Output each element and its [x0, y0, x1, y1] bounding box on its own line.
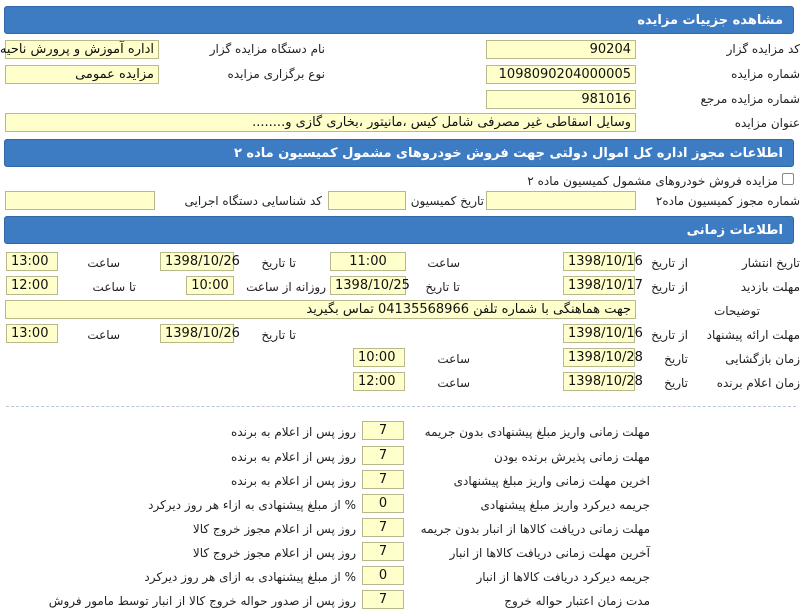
separator — [6, 406, 796, 407]
term-value[interactable]: 7 — [362, 470, 404, 489]
pub-from-date-field[interactable]: 1398/10/16 — [563, 252, 635, 271]
pub-time2-field[interactable]: 13:00 — [6, 252, 58, 271]
commission-no-field[interactable] — [486, 191, 636, 210]
commission-no-label: شماره مجوز کمیسیون ماده۲ — [655, 194, 800, 208]
code-field[interactable]: 90204 — [486, 40, 636, 59]
offer-from-date-label: از تاریخ — [651, 328, 688, 342]
term-value[interactable]: 7 — [362, 421, 404, 440]
term-unit: روز پس از صدور حواله خروج کالا از انبار توسط مامور فروش — [48, 594, 356, 608]
winner-time-label: ساعت — [437, 376, 470, 390]
term-value[interactable]: 0 — [362, 494, 404, 513]
visit-daily-from-label: روزانه از ساعت — [246, 280, 326, 294]
section-title-time: اطلاعات زمانی — [686, 222, 783, 238]
offer-to-date-label: تا تاریخ — [261, 328, 296, 342]
winner-date-field[interactable]: 1398/10/28 — [563, 372, 635, 391]
type-label: نوع برگزاری مزایده — [227, 67, 325, 81]
term-value[interactable]: 7 — [362, 446, 404, 465]
open-date-label: تاریخ — [664, 352, 688, 366]
term-value[interactable]: 7 — [362, 542, 404, 561]
ref-field[interactable]: 981016 — [486, 90, 636, 109]
title-field[interactable]: وسایل اسقاطی غیر مصرفی شامل کیس ،مانیتور ،بخاری گازی و........ — [5, 113, 636, 132]
term-unit: % از مبلغ پیشنهادی به ازاء هر روز دیرکرد — [148, 498, 356, 512]
desc-label: توضیحات — [713, 304, 760, 318]
section-title-permit: اطلاعات مجوز اداره کل اموال دولتی جهت فروش خودروهای مشمول کمیسیون ماده ۲ — [233, 145, 783, 161]
term-value[interactable]: 7 — [362, 518, 404, 537]
vehicle-auction-checkbox[interactable] — [782, 173, 794, 185]
visit-to-date-field[interactable]: 1398/10/25 — [330, 276, 406, 295]
visit-from-date-field[interactable]: 1398/10/17 — [563, 276, 635, 295]
pub-to-date-field[interactable]: 1398/10/26 — [160, 252, 234, 271]
visit-daily-to-field[interactable]: 12:00 — [6, 276, 58, 295]
term-unit: روز پس از اعلام مجوز خروج کالا — [192, 522, 356, 536]
title-label: عنوان مزایده — [734, 116, 800, 130]
pub-time-field[interactable]: 11:00 — [330, 252, 406, 271]
open-time-field[interactable]: 10:00 — [353, 348, 405, 367]
term-label: مهلت زمانی دریافت کالاها از انبار بدون جریمه — [420, 522, 650, 536]
desc-field[interactable]: جهت هماهنگی با شماره تلفن 04135568966 تماس بگیرید — [5, 300, 636, 319]
term-label: مهلت زمانی پذیرش برنده بودن — [493, 450, 650, 464]
pub-time2-label: ساعت — [87, 256, 120, 270]
pub-from-date-label: از تاریخ — [651, 256, 688, 270]
pub-time-label: ساعت — [427, 256, 460, 270]
winner-time-field[interactable]: 12:00 — [353, 372, 405, 391]
offer-time-label: ساعت — [87, 328, 120, 342]
visit-daily-from-field[interactable]: 10:00 — [186, 276, 234, 295]
pub-to-date-label: تا تاریخ — [261, 256, 296, 270]
term-unit: روز پس از اعلام به برنده — [231, 474, 356, 488]
org-label: نام دستگاه مزایده گزار — [209, 42, 325, 56]
visit-from-date-label: از تاریخ — [651, 280, 688, 294]
offer-time-field[interactable]: 13:00 — [6, 324, 58, 343]
section-title-details: مشاهده جزییات مزایده — [637, 12, 783, 28]
term-unit: روز پس از اعلام مجوز خروج کالا — [192, 546, 356, 560]
section-header-permit — [4, 139, 794, 167]
winner-label: زمان اعلام برنده — [716, 376, 800, 390]
visit-to-date-label: تا تاریخ — [425, 280, 460, 294]
term-label: مدت زمان اعتبار حواله خروج — [504, 594, 650, 608]
offer-label: مهلت ارائه پیشنهاد — [706, 328, 800, 342]
term-value[interactable]: 7 — [362, 590, 404, 609]
term-label: جریمه دیرکرد دریافت کالاها از انبار — [476, 570, 650, 584]
number-field[interactable]: 1098090204000005 — [486, 65, 636, 84]
ref-label: شماره مزایده مرجع — [700, 92, 800, 106]
pub-label: تاریخ انتشار — [741, 256, 800, 270]
term-label: جریمه دیرکرد واریز مبلغ پیشنهادی — [480, 498, 650, 512]
open-time-label: ساعت — [437, 352, 470, 366]
offer-from-date-field[interactable]: 1398/10/16 — [563, 324, 635, 343]
exec-id-label: کد شناسایی دستگاه اجرایی — [184, 194, 322, 208]
term-unit: % از مبلغ پیشنهادی به ازای هر روز دیرکرد — [144, 570, 356, 584]
term-label: مهلت زمانی واریز مبلغ پیشنهادی بدون جریمه — [424, 425, 650, 439]
section-header-time — [4, 216, 794, 244]
term-label: اخرین مهلت زمانی واریز مبلغ پیشنهادی — [453, 474, 650, 488]
org-field[interactable]: اداره آموزش و پرورش ناحیه — [5, 40, 159, 59]
open-date-field[interactable]: 1398/10/28 — [563, 348, 635, 367]
commission-date-label: تاریخ کمیسیون — [410, 194, 484, 208]
type-field[interactable]: مزایده عمومی — [5, 65, 159, 84]
number-label: شماره مزایده — [731, 67, 800, 81]
offer-to-date-field[interactable]: 1398/10/26 — [160, 324, 234, 343]
term-unit: روز پس از اعلام به برنده — [231, 425, 356, 439]
section-header-details — [4, 6, 794, 34]
term-unit: روز پس از اعلام به برنده — [231, 450, 356, 464]
code-label: کد مزایده گزار — [726, 42, 800, 56]
commission-date-field[interactable] — [328, 191, 406, 210]
vehicle-auction-label: مزایده فروش خودروهای مشمول کمیسیون ماده ۲ — [527, 174, 778, 188]
open-label: زمان بازگشایی — [725, 352, 800, 366]
visit-label: مهلت بازدید — [740, 280, 800, 294]
visit-daily-to-label: تا ساعت — [92, 280, 136, 294]
term-label: آخرین مهلت زمانی دریافت کالاها از انبار — [449, 546, 650, 560]
exec-id-field[interactable] — [5, 191, 155, 210]
term-value[interactable]: 0 — [362, 566, 404, 585]
winner-date-label: تاریخ — [664, 376, 688, 390]
